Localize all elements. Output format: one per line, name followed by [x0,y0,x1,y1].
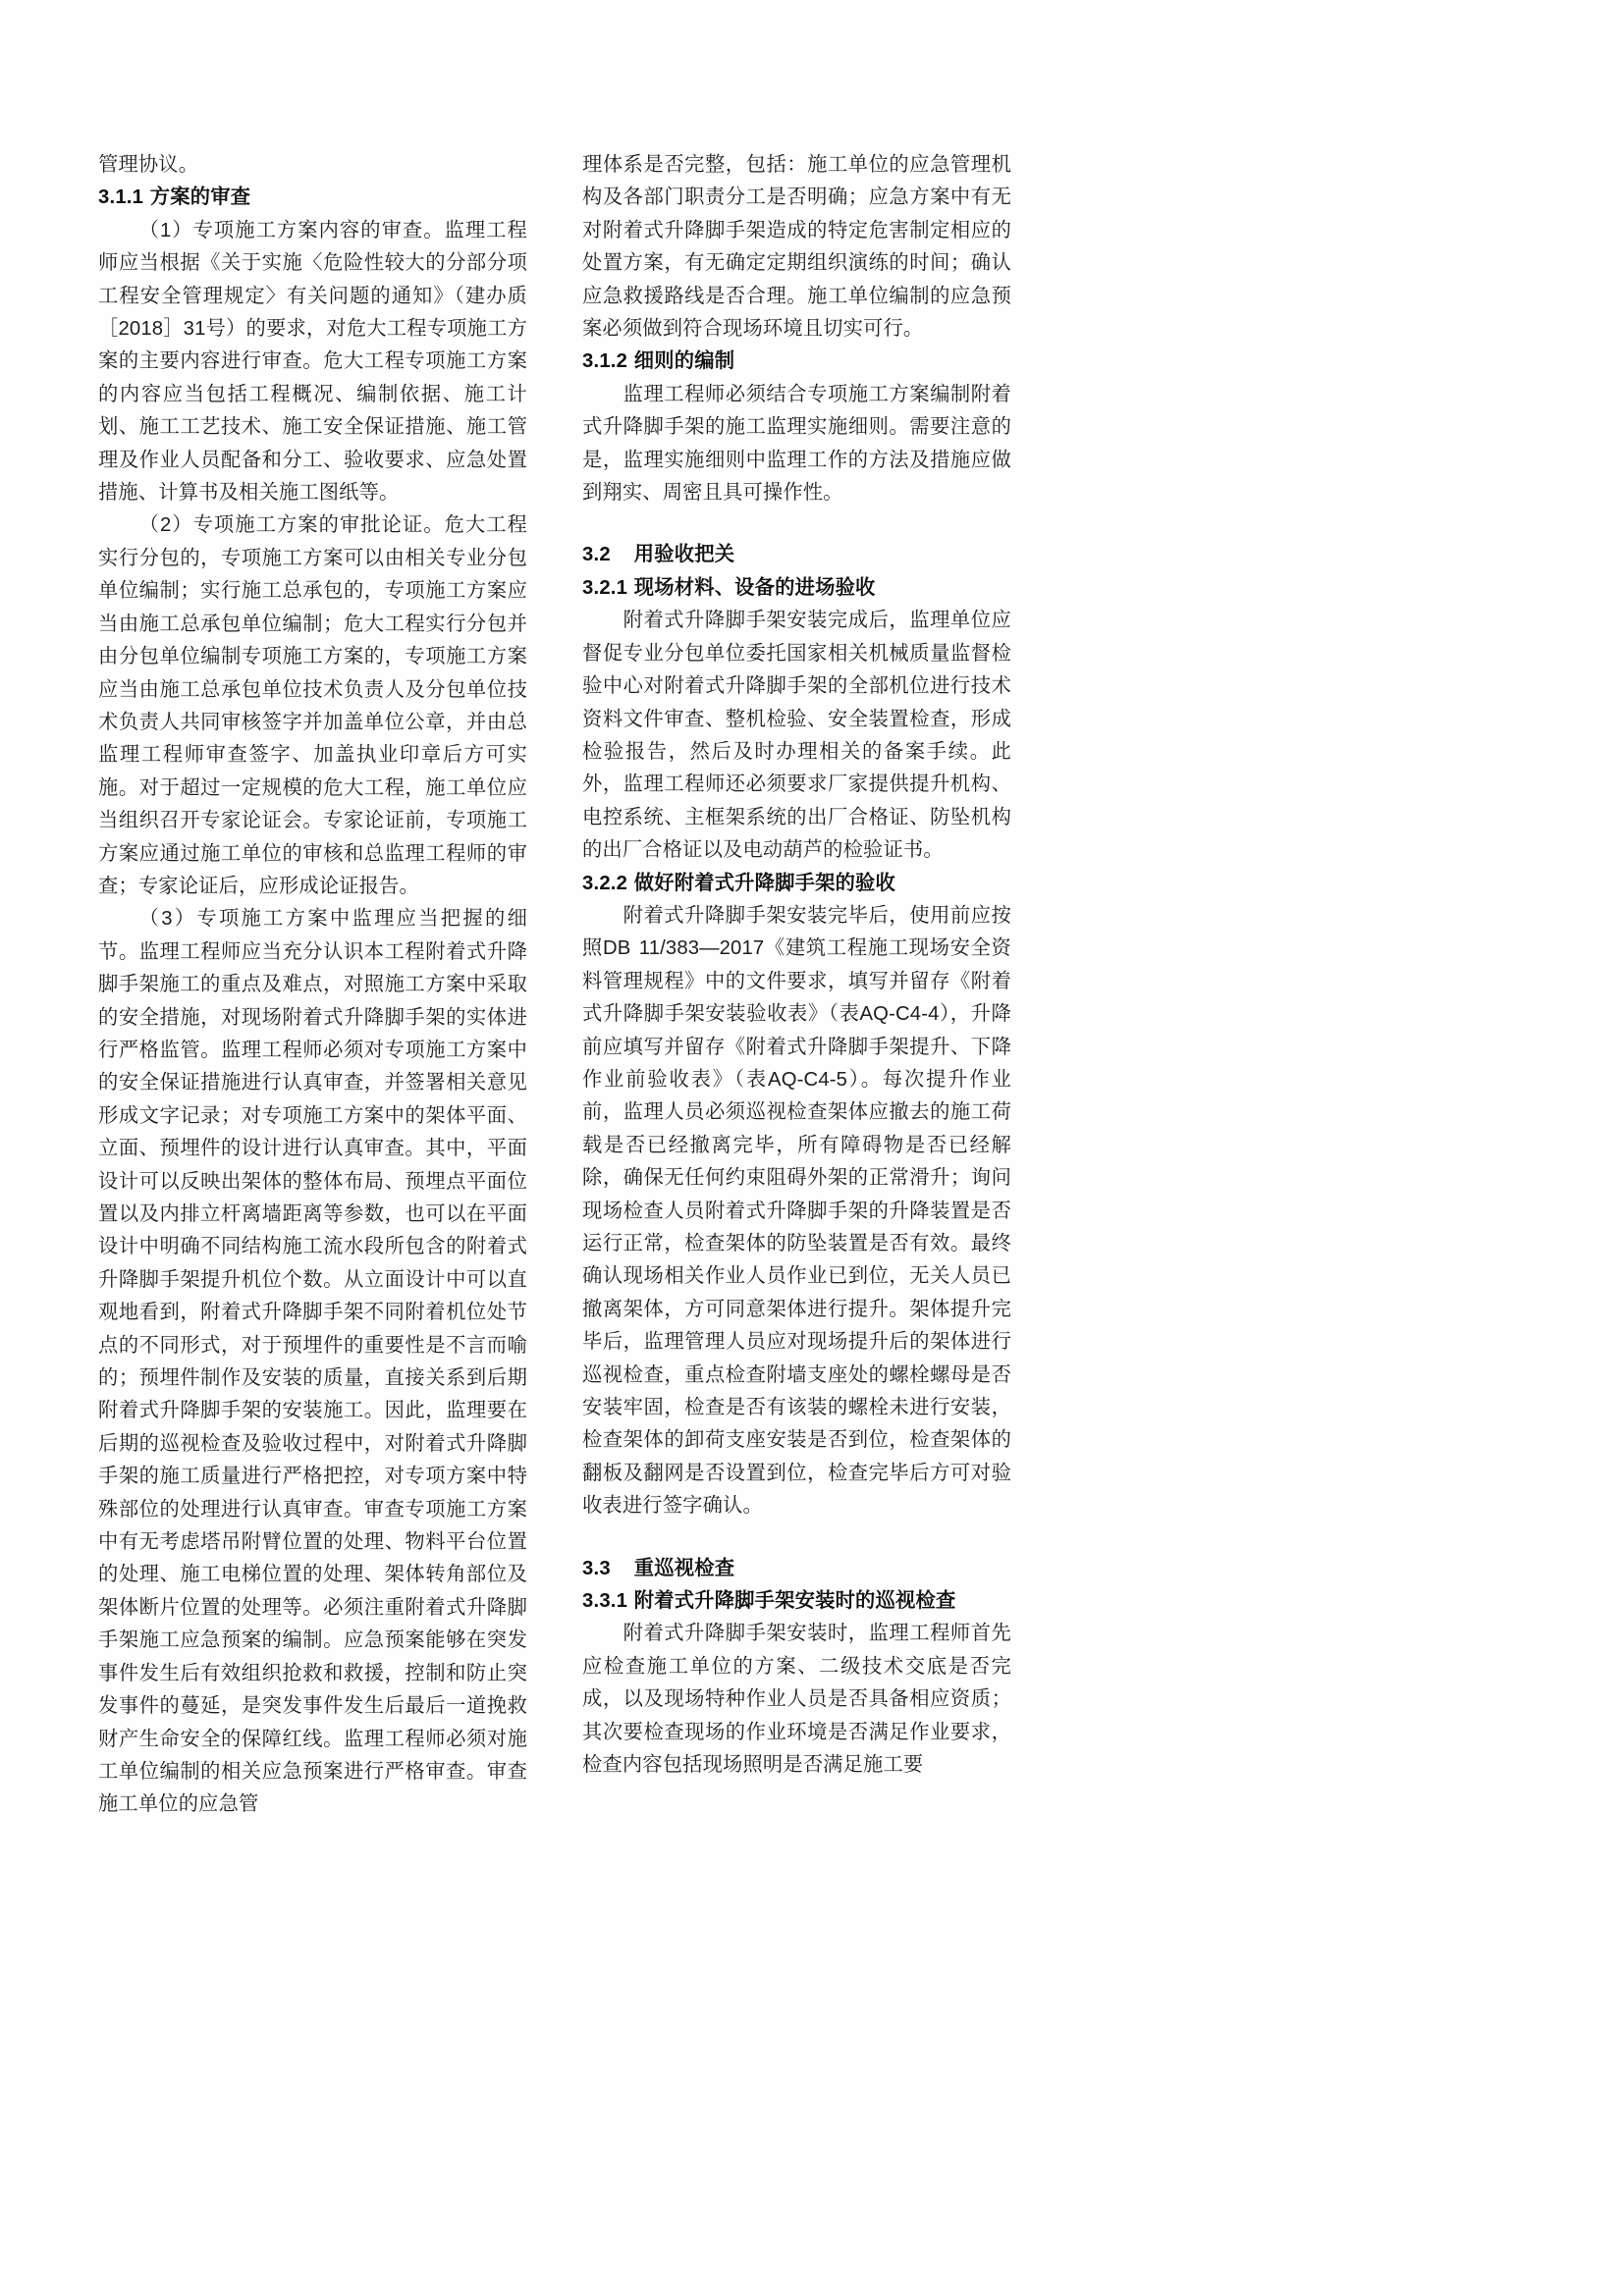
paragraph-material-acceptance: 附着式升降脚手架安装完成后，监理单位应督促专业分包单位委托国家相关机械质量监督检验中心对附着式升降脚手架的全部机位进行技术资料文件审查、整机检验、安全装置检查，形成检验报告，然后及时办理相关的备案手续。此外，监理工程师还必须要求厂家提供提升机构、电控系统、主框架系统的出厂合格证、防坠机构的出厂合格证以及电动葫芦的检验证书。 [582,610,1011,862]
heading-3-2-2 [582,868,1011,900]
left-column [98,149,527,1822]
page-content-area [98,149,1011,2103]
paragraph-scheme-approval: （2）专项施工方案的审批论证。危大工程实行分包的，专项施工方案可以由相关专业分包单位编制；实行施工总承包的，专项施工方案应当由施工总承包单位编制；危大工程实行分包并由分包单位编制专项施工方案的，专项施工方案应当由施工总承包单位技术负责人及分包单位技术负责人共同审核签字并加盖单位公章，并由总监理工程师审查签字、加盖执业印章后方可实施。对于超过一定规模的危大工程，施工单位应当组织召开专家论证会。专家论证前，专项施工方案应通过施工单位的审核和总监理工程师的审查；专家论证后，应形成论证报告。 [98,514,527,897]
paragraph-emergency-system: 理体系是否完整，包括：施工单位的应急管理机构及各部门职责分工是否明确；应急方案中有无对附着式升降脚手架造成的特定危害制定相应的处置方案，有无确定定期组织演练的时间；确认应急救援路线是否合理。施工单位编制的应急预案必须做到符合现场环境且切实可行。 [582,154,1011,341]
heading-title: 方案的审查 [149,187,251,209]
right-column [582,149,1011,1822]
heading-3-2 [582,539,1011,571]
paragraph-scaffold-acceptance: 附着式升降脚手架安装完毕后，使用前应按照DB 11/383—2017《建筑工程施工现场安全资料管理规程》中的文件要求，填写并留存《附着式升降脚手架安装验收表》（表AQ-C4-4），升降前应填写并留存《附着式升降脚手架提升、下降作业前验收表》（表AQ-C4-5）。每次提升作业前，监理人员必须巡视检查架体应撤去的施工荷载是否已经撤离完毕，所有障碍物是否已经解除，确保无任何约束阻碍外架的正常滑升；询问现场检查人员附着式升降脚手架的升降装置是否运行正常，检查架体的防坠装置是否有效。最终确认现场相关作业人员作业已到位，无关人员已撤离架体，方可同意架体进行提升。架体提升完毕后，监理管理人员应对现场提升后的架体进行巡视检查，重点检查附墙支座处的螺栓螺母是否安装牢固，检查是否有该装的螺栓未进行安装，检查架体的卸荷支座安装是否到位，检查架体的翻板及翻网是否设置到位，检查完毕后方可对验收表进行签字确认。 [582,904,1011,1518]
heading-title: 做好附着式升降脚手架的验收 [633,872,896,894]
heading-3-1-2 [582,346,1011,378]
heading-3-1-1 [98,182,527,214]
heading-title: 重巡视检查 [633,1557,735,1579]
two-column-layout [98,149,1011,1822]
heading-title: 现场材料、设备的进场验收 [633,576,876,599]
heading-number: 3.3.1 [582,1590,628,1613]
heading-title: 用验收把关 [633,544,735,566]
heading-number: 3.2.1 [582,576,628,599]
section-spacer [582,509,1011,539]
heading-3-2-1 [582,572,1011,605]
heading-title: 细则的编制 [633,350,735,373]
heading-number: 3.1.1 [98,187,144,209]
paragraph-detail-rules: 监理工程师必须结合专项施工方案编制附着式升降脚手架的施工监理实施细则。需要注意的是，监理实施细则中监理工作的方法及措施应做到翔实、周密且具可操作性。 [582,383,1011,505]
heading-number: 3.1.2 [582,350,628,373]
heading-number: 3.2.2 [582,872,628,894]
heading-3-3-1 [582,1585,1011,1618]
heading-3-3 [582,1553,1011,1585]
paragraph-supervision-details: （3）专项施工方案中监理应当把握的细节。监理工程师应当充分认识本工程附着式升降脚手架施工的重点及难点，对照施工方案中采取的安全措施，对现场附着式升降脚手架的实体进行严格监管。监理工程师必须对专项施工方案中的安全保证措施进行认真审查，并签署相关意见形成文字记录；对专项施工方案中的架体平面、立面、预埋件的设计进行认真审查。其中，平面设计可以反映出架体的整体布局、预埋点平面位置以及内排立杆离墙距离等参数，也可以在平面设计中明确不同结构施工流水段所包含的附着式升降脚手架提升机位个数。从立面设计中可以直观地看到，附着式升降脚手架不同附着机位处节点的不同形式，对于预埋件的重要性是不言而喻的；预埋件制作及安装的质量，直接关系到后期附着式升降脚手架的安装施工。因此，监理要在后期的巡视检查及验收过程中，对附着式升降脚手架的施工质量进行严格把控，对专项方案中特殊部位的处理进行认真审查。审查专项施工方案中有无考虑塔吊附臂位置的处理、物料平台位置的处理、施工电梯位置的处理、架体转角部位及架体断片位置的处理等。必须注重附着式升降脚手架施工应急预案的编制。应急预案能够在突发事件发生后有效组织抢救和救援，控制和防止突发事件的蔓延，是突发事件发生后最后一道挽救财产生命安全的保障红线。监理工程师必须对施工单位编制的相关应急预案进行严格审查。审查施工单位的应急管 [98,908,527,1816]
section-spacer [582,1523,1011,1553]
paragraph-installation-inspection: 附着式升降脚手架安装时，监理工程师首先应检查施工单位的方案、二级技术交底是否完成，以及现场特种作业人员是否具备相应资质；其次要检查现场的作业环境是否满足作业要求，检查内容包括现场照明是否满足施工要 [582,1623,1011,1777]
heading-number: 3.3 [582,1557,611,1579]
heading-number: 3.2 [582,544,611,566]
paragraph-scheme-content-review: （1）专项施工方案内容的审查。监理工程师应当根据《关于实施〈危险性较大的分部分项工程安全管理规定〉有关问题的通知》（建办质［2018］31号）的要求，对危大工程专项施工方案的主要内容进行审查。危大工程专项施工方案的内容应当包括工程概况、编制依据、施工计划、施工工艺技术、施工安全保证措施、施工管理及作业人员配备和分工、验收要求、应急处置措施、计算书及相关施工图纸等。 [98,219,527,505]
heading-title: 附着式升降脚手架安装时的巡视检查 [633,1590,956,1613]
paragraph-continuation: 管理协议。 [98,154,199,176]
